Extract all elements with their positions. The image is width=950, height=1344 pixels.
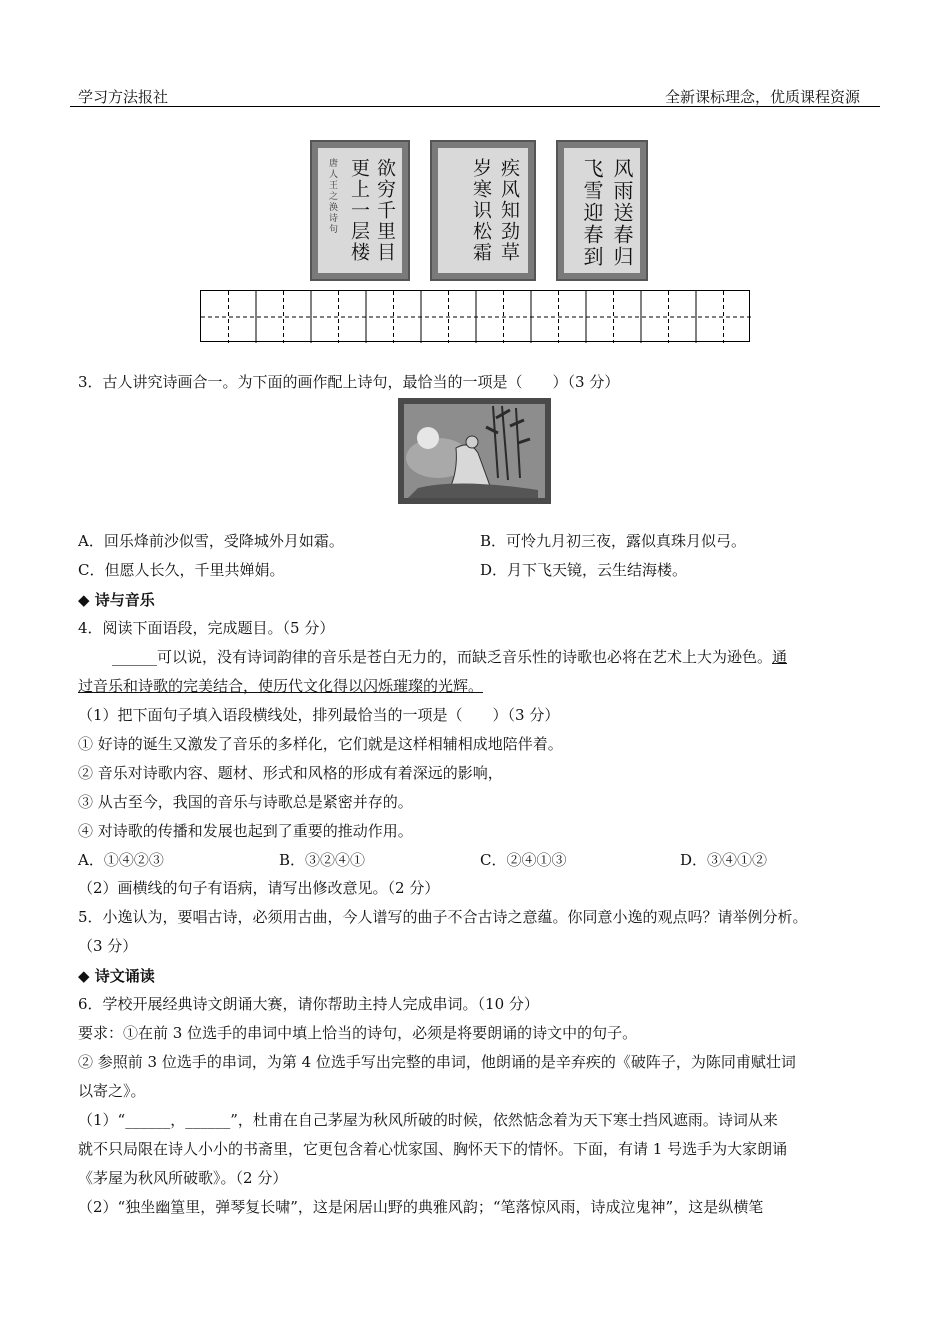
q6-requirement-2-cont: 以寄之》。 — [78, 1082, 146, 1100]
q6-part1-line3: 《茅屋为秋风所破歌》。（2 分） — [78, 1169, 288, 1187]
calligraphy-2-col-b: 岁寒识松霜 — [470, 158, 492, 263]
q4-sentence-4: ④ 对诗歌的传播和发展也起到了重要的推动作用。 — [78, 822, 413, 840]
q4-option-c[interactable]: C．②④①③ — [480, 851, 567, 869]
q3-stem: 3．古人讲究诗画合一。为下面的画作配上诗句，最恰当的一项是（ ）（3 分） — [78, 373, 620, 391]
calligraphy-1-small: 唐人王之涣诗句 — [327, 158, 337, 235]
q6-part2-line1: （2）“独坐幽篁里，弹琴复长啸”，这是闲居山野的典雅风韵；“笔落惊风雨，诗成泣鬼神”，这是纵横笔 — [78, 1198, 764, 1216]
q4-sentence-1: ① 好诗的诞生又激发了音乐的多样化，它们就是这样相辅相成地陪伴着。 — [78, 735, 563, 753]
q3-option-c[interactable]: C．但愿人长久，千里共婵娟。 — [78, 561, 285, 579]
calligraphy-3 — [556, 140, 648, 281]
painting-image — [398, 398, 551, 504]
q4-passage-line1 — [112, 646, 787, 668]
q3-option-b[interactable]: B．可怜九月初三夜，露似真珠月似弓。 — [480, 532, 747, 550]
calligraphy-1-col-a: 欲穷千里目 — [374, 158, 396, 263]
calligraphy-2-col-a: 疾风知劲草 — [498, 158, 520, 263]
q6-requirement-1: 要求：①在前 3 位选手的串词中填上恰当的诗句，必须是将要朗诵的诗文中的句子。 — [78, 1024, 638, 1042]
q4-blank[interactable]: ______ — [112, 648, 157, 666]
writing-grid-lines — [201, 291, 751, 343]
header-right: 全新课标理念，优质课程资源 — [664, 88, 860, 106]
q3-option-a[interactable]: A．回乐烽前沙似雪，受降城外月如霜。 — [78, 532, 344, 550]
calligraphy-1 — [310, 140, 410, 281]
header-left: 学习方法报社 — [78, 88, 169, 106]
writing-grid[interactable] — [200, 290, 750, 342]
q4-sub2: （2）画横线的句子有语病，请写出修改意见。（2 分） — [78, 879, 440, 897]
painting-moon-scholar — [398, 398, 551, 504]
q6-requirement-2: ② 参照前 3 位选手的串词，为第 4 位选手写出完整的串词，他朗诵的是辛弃疾的《破阵子，为陈同甫赋壮词 — [78, 1053, 796, 1071]
q4-underlined-sentence: 过音乐和诗歌的完美结合，使历代文化得以闪烁璀璨的光辉。 — [78, 677, 484, 695]
section-poetry-music: ◆ 诗与音乐 — [78, 591, 155, 609]
q4-passage-text: 可以说，没有诗词韵律的音乐是苍白无力的，而缺乏音乐性的诗歌也必将在艺术上大为逊色。 — [157, 648, 773, 666]
q4-option-a[interactable]: A．①④②③ — [78, 851, 164, 869]
calligraphy-2 — [430, 140, 536, 281]
calligraphy-3-col-a: 风雨送春归 — [610, 158, 634, 268]
q5-line2: （3 分） — [78, 937, 138, 955]
header-rule — [70, 106, 880, 107]
q6-stem: 6．学校开展经典诗文朗诵大赛，请你帮助主持人完成串词。（10 分） — [78, 995, 539, 1013]
q6-part1-line1: （1）“______，______”，杜甫在自己茅屋为秋风所破的时候，依然惦念着为天下寒士挡风遮雨。诗词从来 — [78, 1111, 778, 1129]
q4-option-d[interactable]: D．③④①② — [680, 851, 768, 869]
q4-sentence-3: ③ 从古至今，我国的音乐与诗歌总是紧密并存的。 — [78, 793, 413, 811]
q4-option-b[interactable]: B．③②④① — [279, 851, 366, 869]
q4-stem: 4．阅读下面语段，完成题目。（5 分） — [78, 619, 335, 637]
calligraphy-3-col-b: 飞雪迎春到 — [580, 158, 604, 268]
q5-line1: 5．小逸认为，要唱古诗，必须用古曲，今人谱写的曲子不合古诗之意蕴。你同意小逸的观点吗？请举例分析。 — [78, 908, 808, 926]
section-poetry-recitation: ◆ 诗文诵读 — [78, 967, 155, 985]
q4-sentence-2: ② 音乐对诗歌内容、题材、形式和风格的形成有着深远的影响， — [78, 764, 503, 782]
q6-part1-line2: 就不只局限在诗人小小的书斋里，它更包含着心忧家国、胸怀天下的情怀。下面，有请 1 号选手为大家朗诵 — [78, 1140, 788, 1158]
q4-sub1: （1）把下面句子填入语段横线处，排列最恰当的一项是（ ）（3 分） — [78, 706, 560, 724]
q3-option-d[interactable]: D．月下飞天镜，云生结海楼。 — [480, 561, 688, 579]
q4-underlined-start: 通 — [772, 648, 788, 666]
calligraphy-1-col-b: 更上一层楼 — [348, 158, 370, 263]
